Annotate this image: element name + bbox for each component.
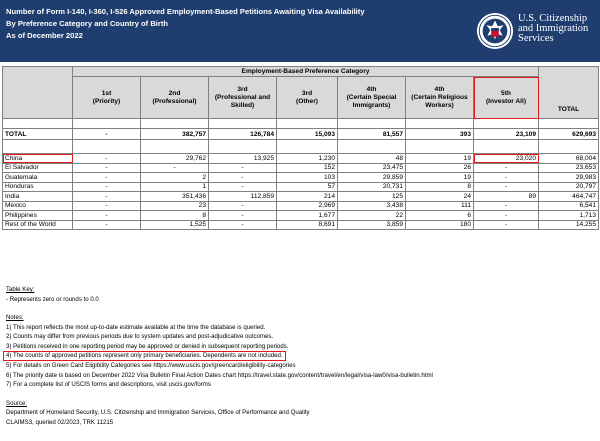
table-cell: 29,762 xyxy=(141,154,209,164)
table-cell: 89 xyxy=(474,192,539,202)
table-cell: - xyxy=(73,220,141,230)
table-cell: 22 xyxy=(338,211,406,221)
table-cell: - xyxy=(73,201,141,211)
table-cell: 29,859 xyxy=(338,173,406,183)
source-item: Department of Homeland Security, U.S. Citizenship and Immigration Services, Office of Performance and Quality xyxy=(6,409,310,416)
table-row xyxy=(3,163,599,173)
table-cell: 26 xyxy=(406,163,474,173)
table-cell: 2,969 xyxy=(277,201,338,211)
report-title xyxy=(6,6,365,42)
note-item: 6) The priority date is based on December 2022 Visa Bulletin Final Action Dates chart https://travel.state.gov/content/travel/en/legal/visa-law0/visa-bulletin.html xyxy=(6,371,433,379)
total-row xyxy=(3,129,599,140)
table-cell: - xyxy=(474,173,539,183)
table-cell: 68,004 xyxy=(539,154,599,164)
table-cell: - xyxy=(73,192,141,202)
country-label: Honduras xyxy=(3,182,73,192)
table-cell: - xyxy=(73,163,141,173)
table-cell: 57 xyxy=(277,182,338,192)
agency-line: Services xyxy=(518,33,554,44)
table-cell: 126,784 xyxy=(209,129,277,140)
table-cell: 14,255 xyxy=(539,220,599,230)
table-cell: - xyxy=(73,129,141,140)
table-cell: 180 xyxy=(406,220,474,230)
header-blank xyxy=(3,67,73,119)
table-cell: 1,525 xyxy=(141,220,209,230)
table-row xyxy=(3,220,599,230)
table-cell: - xyxy=(474,201,539,211)
table-cell: 393 xyxy=(406,129,474,140)
table-cell: - xyxy=(474,220,539,230)
table-cell: 1,677 xyxy=(277,211,338,221)
table-cell: - xyxy=(73,182,141,192)
table-cell: 8,691 xyxy=(277,220,338,230)
note-item: 2) Counts may differ from previous periods due to system updates and post-adjudicative outcomes. xyxy=(6,333,274,340)
country-label: Guatemala xyxy=(3,173,73,183)
category-header: Employment-Based Preference Category xyxy=(73,67,539,77)
table-cell: - xyxy=(474,163,539,173)
table-cell: 3,859 xyxy=(338,220,406,230)
country-label: India xyxy=(3,192,73,202)
table-cell: 2 xyxy=(141,173,209,183)
note-item: 5) For details on Green Card Eligibility Categories see https://www.uscis.gov/greencard/eligibility-categories xyxy=(6,362,296,369)
title-line: Number of Form I-140, I-360, I-526 Approved Employment-Based Petitions Awaiting Visa Availability xyxy=(6,7,365,16)
column-header: 3rd (Professional and Skilled) xyxy=(209,77,277,119)
table-cell: 48 xyxy=(338,154,406,164)
country-label: China xyxy=(3,154,73,164)
table-cell: 23,020 xyxy=(474,154,539,164)
notes-heading: Notes: xyxy=(6,314,24,321)
table-cell: - xyxy=(209,220,277,230)
table-cell: 6,541 xyxy=(539,201,599,211)
table-cell: 19 xyxy=(406,154,474,164)
table-cell: 1,230 xyxy=(277,154,338,164)
column-header: 5th (Investor All) xyxy=(474,77,539,119)
dhs-seal-icon xyxy=(476,12,514,50)
table-cell: 103 xyxy=(277,173,338,183)
table-cell: 20,797 xyxy=(539,182,599,192)
table-cell: 125 xyxy=(338,192,406,202)
table-row xyxy=(3,211,599,221)
agency-line: and Immigration xyxy=(518,23,589,34)
table-cell: 1,713 xyxy=(539,211,599,221)
column-header: 3rd (Other) xyxy=(277,77,338,119)
table-cell: 214 xyxy=(277,192,338,202)
table-cell: - xyxy=(73,173,141,183)
table-row xyxy=(3,182,599,192)
table-cell: 8 xyxy=(406,182,474,192)
table-key-heading: Table Key: xyxy=(6,286,35,293)
table-cell: 20,731 xyxy=(338,182,406,192)
note-item: 1) This report reflects the most up-to-date estimate available at the time the database is queried. xyxy=(6,323,266,331)
country-label: El Salvador xyxy=(3,163,73,173)
table-row xyxy=(3,154,599,164)
table-cell: - xyxy=(209,211,277,221)
petitions-table xyxy=(2,66,599,230)
table-cell: 6 xyxy=(406,211,474,221)
country-label: Rest of the World xyxy=(3,220,73,230)
title-line: By Preference Category and Country of Birth xyxy=(6,19,169,28)
table-cell: 15,093 xyxy=(277,129,338,140)
report-header xyxy=(0,0,600,62)
table-cell: 23 xyxy=(141,201,209,211)
table-cell: 29,983 xyxy=(539,173,599,183)
column-header: 4th (Certain Religious Workers) xyxy=(406,77,474,119)
country-label: Mexico xyxy=(3,201,73,211)
table-cell: - xyxy=(209,182,277,192)
table-cell: - xyxy=(73,154,141,164)
table-cell: 152 xyxy=(277,163,338,173)
table-row xyxy=(3,173,599,183)
title-line: As of December 2022 xyxy=(6,31,83,40)
table-cell: 3,438 xyxy=(338,201,406,211)
table-cell: 112,859 xyxy=(209,192,277,202)
table-key-item: - Represents zero or rounds to 0.0 xyxy=(6,295,99,303)
table-cell: - xyxy=(73,211,141,221)
notes-section xyxy=(6,283,596,427)
table-cell: - xyxy=(209,201,277,211)
table-cell: 24 xyxy=(406,192,474,202)
table-cell: 464,747 xyxy=(539,192,599,202)
note-item-highlighted: 4) The counts of approved petitions represent only primary beneficiaries. Dependents are not included. xyxy=(3,351,286,361)
source-item: CLAIMS3, queried 02/2023, TRK 11215 xyxy=(6,418,114,426)
table-cell: 629,693 xyxy=(539,129,599,140)
table-cell: - xyxy=(141,163,209,173)
table-cell: 23,653 xyxy=(539,163,599,173)
table-cell: 81,557 xyxy=(338,129,406,140)
table-cell: 19 xyxy=(406,173,474,183)
table-cell: 13,925 xyxy=(209,154,277,164)
table-cell: 23,109 xyxy=(474,129,539,140)
table-row xyxy=(3,192,599,202)
table-cell: 351,436 xyxy=(141,192,209,202)
table-cell: - xyxy=(474,211,539,221)
note-item: 3) Petitions received in one reporting period may be approved or denied in subsequent reporting periods. xyxy=(6,342,289,350)
table-cell: - xyxy=(209,173,277,183)
note-item: 7) For a complete list of USCIS forms and descriptions, visit uscis.gov/forms xyxy=(6,381,211,388)
country-label: Philippines xyxy=(3,211,73,221)
table-cell: 1 xyxy=(141,182,209,192)
agency-name xyxy=(518,14,588,44)
table-cell: 382,757 xyxy=(141,129,209,140)
table-row xyxy=(3,201,599,211)
table-cell: 111 xyxy=(406,201,474,211)
agency-line: U.S. Citizenship xyxy=(518,13,588,24)
table-cell: - xyxy=(209,163,277,173)
total-row-label: TOTAL xyxy=(3,129,73,140)
table-cell: 8 xyxy=(141,211,209,221)
column-header: 1st (Priority) xyxy=(73,77,141,119)
column-header: 2nd (Professional) xyxy=(141,77,209,119)
table-cell: - xyxy=(474,182,539,192)
table-cell: 23,475 xyxy=(338,163,406,173)
total-column-header: TOTAL xyxy=(539,67,599,119)
source-heading: Source: xyxy=(6,399,28,407)
column-header: 4th (Certain Special Immigrants) xyxy=(338,77,406,119)
